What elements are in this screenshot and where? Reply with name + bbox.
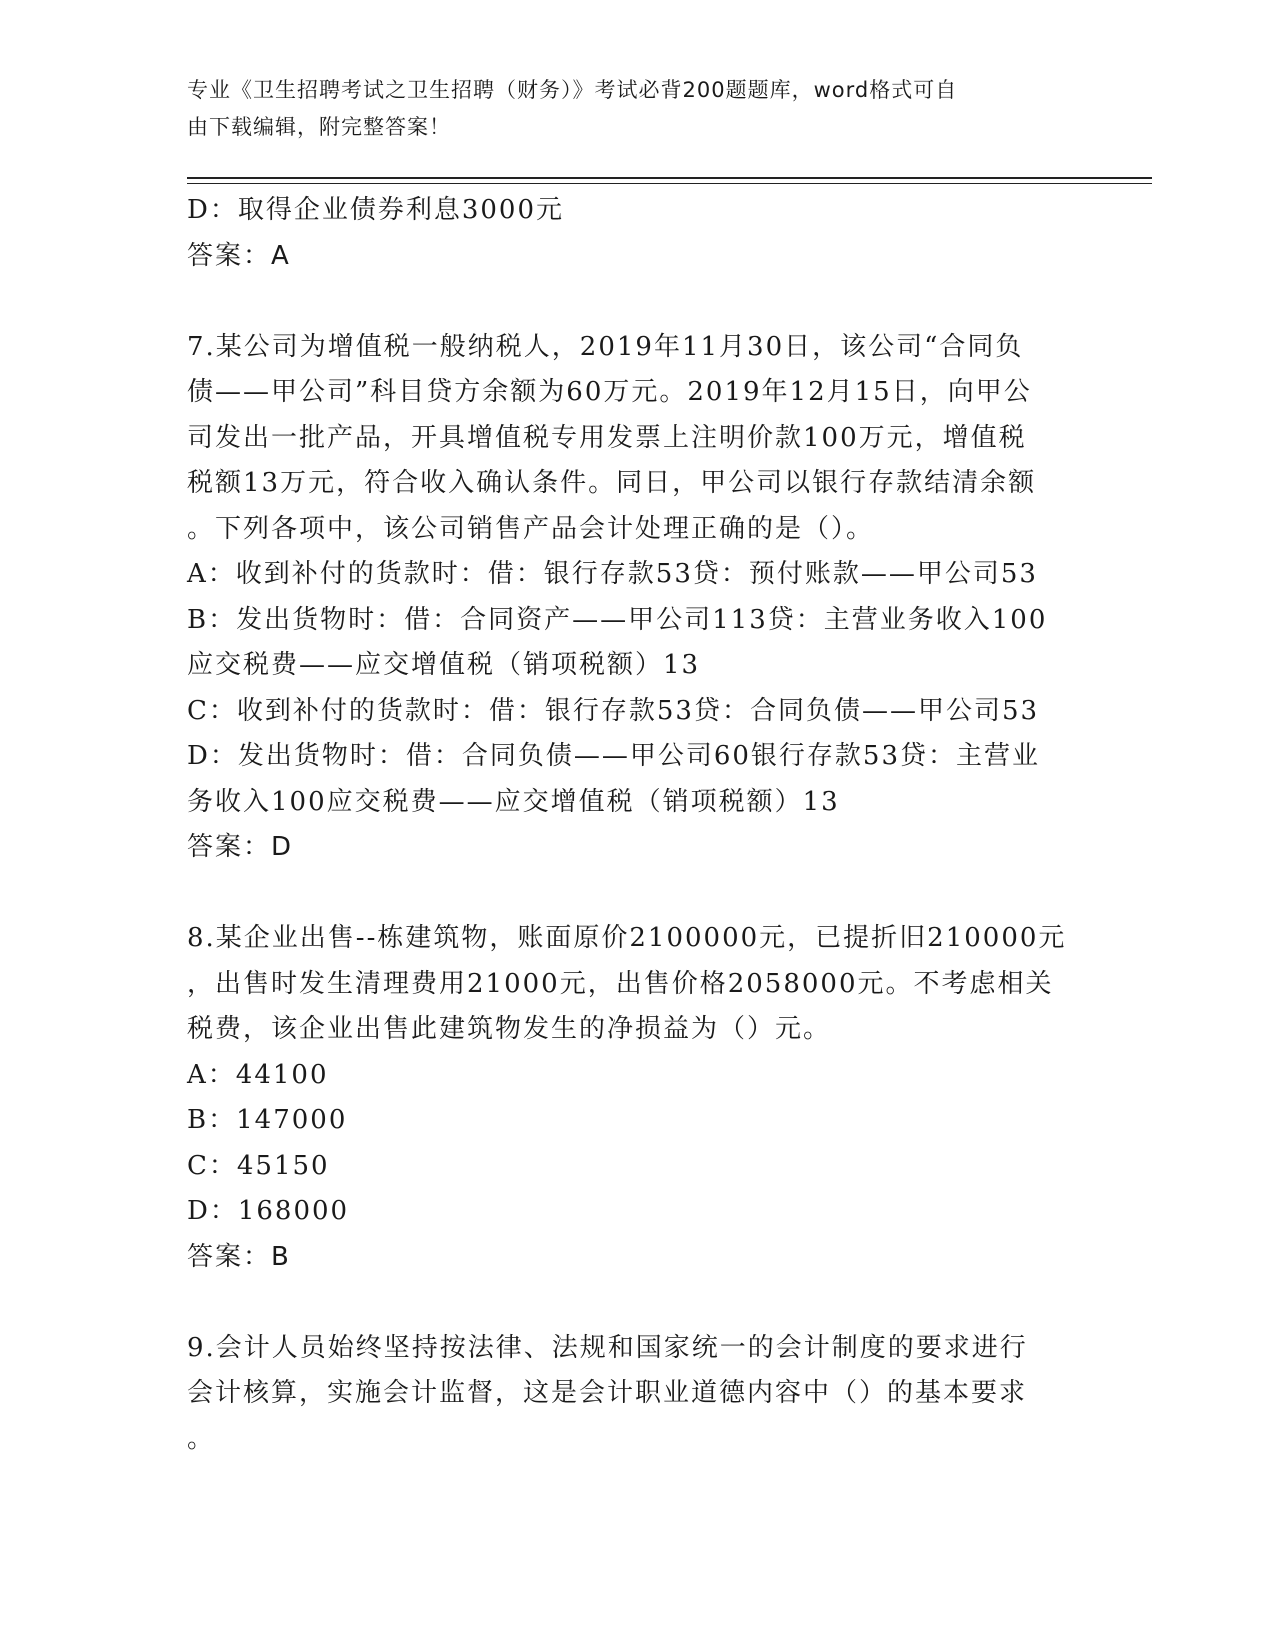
q7-option-d: D：发出货物时：借：合同负债——甲公司60银行存款53贷：主营业 bbox=[187, 741, 1041, 771]
question-6-tail bbox=[187, 188, 1087, 279]
q7-stem-line: 。下列各项中，该公司销售产品会计处理正确的是（）。 bbox=[187, 513, 875, 544]
question-9 bbox=[187, 1326, 1087, 1463]
q7-option-b-cont: 应交税费——应交增值税（销项税额）13 bbox=[187, 650, 701, 680]
q8-stem-line: 8.某企业出售--栋建筑物，账面原价2100000元，已提折旧210000元 bbox=[187, 923, 1067, 953]
q8-stem-line: 税费，该企业出售此建筑物发生的净损益为（）元。 bbox=[187, 1014, 832, 1044]
question-7 bbox=[187, 325, 1087, 871]
q7-option-b: B：发出货物时：借：合同资产——甲公司113贷：主营业务收入100 bbox=[187, 604, 1048, 635]
document-body bbox=[187, 188, 1087, 1462]
header-title-line-2: 由下载编辑，附完整答案！ bbox=[187, 115, 451, 139]
q6-answer: 答案：A bbox=[187, 240, 291, 271]
q8-option-c: C：45150 bbox=[187, 1150, 330, 1181]
spacer bbox=[187, 871, 1087, 917]
q7-answer: 答案：D bbox=[187, 832, 294, 862]
spacer bbox=[187, 279, 1087, 325]
q7-stem-line: 债——甲公司”科目贷方余额为60万元。2019年12月15日，向甲公 bbox=[187, 377, 1032, 407]
q7-option-d-cont: 务收入100应交税费——应交增值税（销项税额）13 bbox=[187, 786, 840, 817]
header-title-line-1: 专业《卫生招聘考试之卫生招聘（财务）》考试必背200题题库，word格式可自 bbox=[187, 78, 958, 102]
q7-option-c: C：收到补付的货款时：借：银行存款53贷：合同负债——甲公司53 bbox=[187, 695, 1040, 726]
q7-option-a: A：收到补付的货款时：借：银行存款53贷：预付账款——甲公司53 bbox=[187, 559, 1038, 589]
q7-stem-line: 司发出一批产品，开具增值税专用发票上注明价款100万元，增值税 bbox=[187, 422, 1027, 453]
q9-stem-line: 。 bbox=[187, 1423, 216, 1454]
q7-stem-line: 7.某公司为增值税一般纳税人，2019年11月30日，该公司“合同负 bbox=[187, 331, 1024, 362]
q9-stem-line: 9.会计人员始终坚持按法律、法规和国家统一的会计制度的要求进行 bbox=[187, 1332, 1028, 1363]
q8-option-a: A：44100 bbox=[187, 1059, 329, 1090]
q8-option-d: D：168000 bbox=[187, 1196, 350, 1226]
question-8 bbox=[187, 916, 1087, 1280]
q7-stem-line: 税额13万元，符合收入确认条件。同日，甲公司以银行存款结清余额 bbox=[187, 468, 1037, 498]
q6-option-d: D：取得企业债券利息3000元 bbox=[187, 195, 565, 225]
spacer bbox=[187, 1280, 1087, 1326]
page-header bbox=[187, 72, 1067, 146]
header-divider-thin bbox=[187, 183, 1152, 184]
q8-option-b: B：147000 bbox=[187, 1105, 348, 1135]
q8-stem-line: ，出售时发生清理费用21000元，出售价格2058000元。不考虑相关 bbox=[187, 968, 1054, 999]
q8-answer: 答案：B bbox=[187, 1241, 291, 1272]
header-divider-thick bbox=[187, 177, 1152, 179]
q9-stem-line: 会计核算，实施会计监督，这是会计职业道德内容中（）的基本要求 bbox=[187, 1378, 1028, 1408]
